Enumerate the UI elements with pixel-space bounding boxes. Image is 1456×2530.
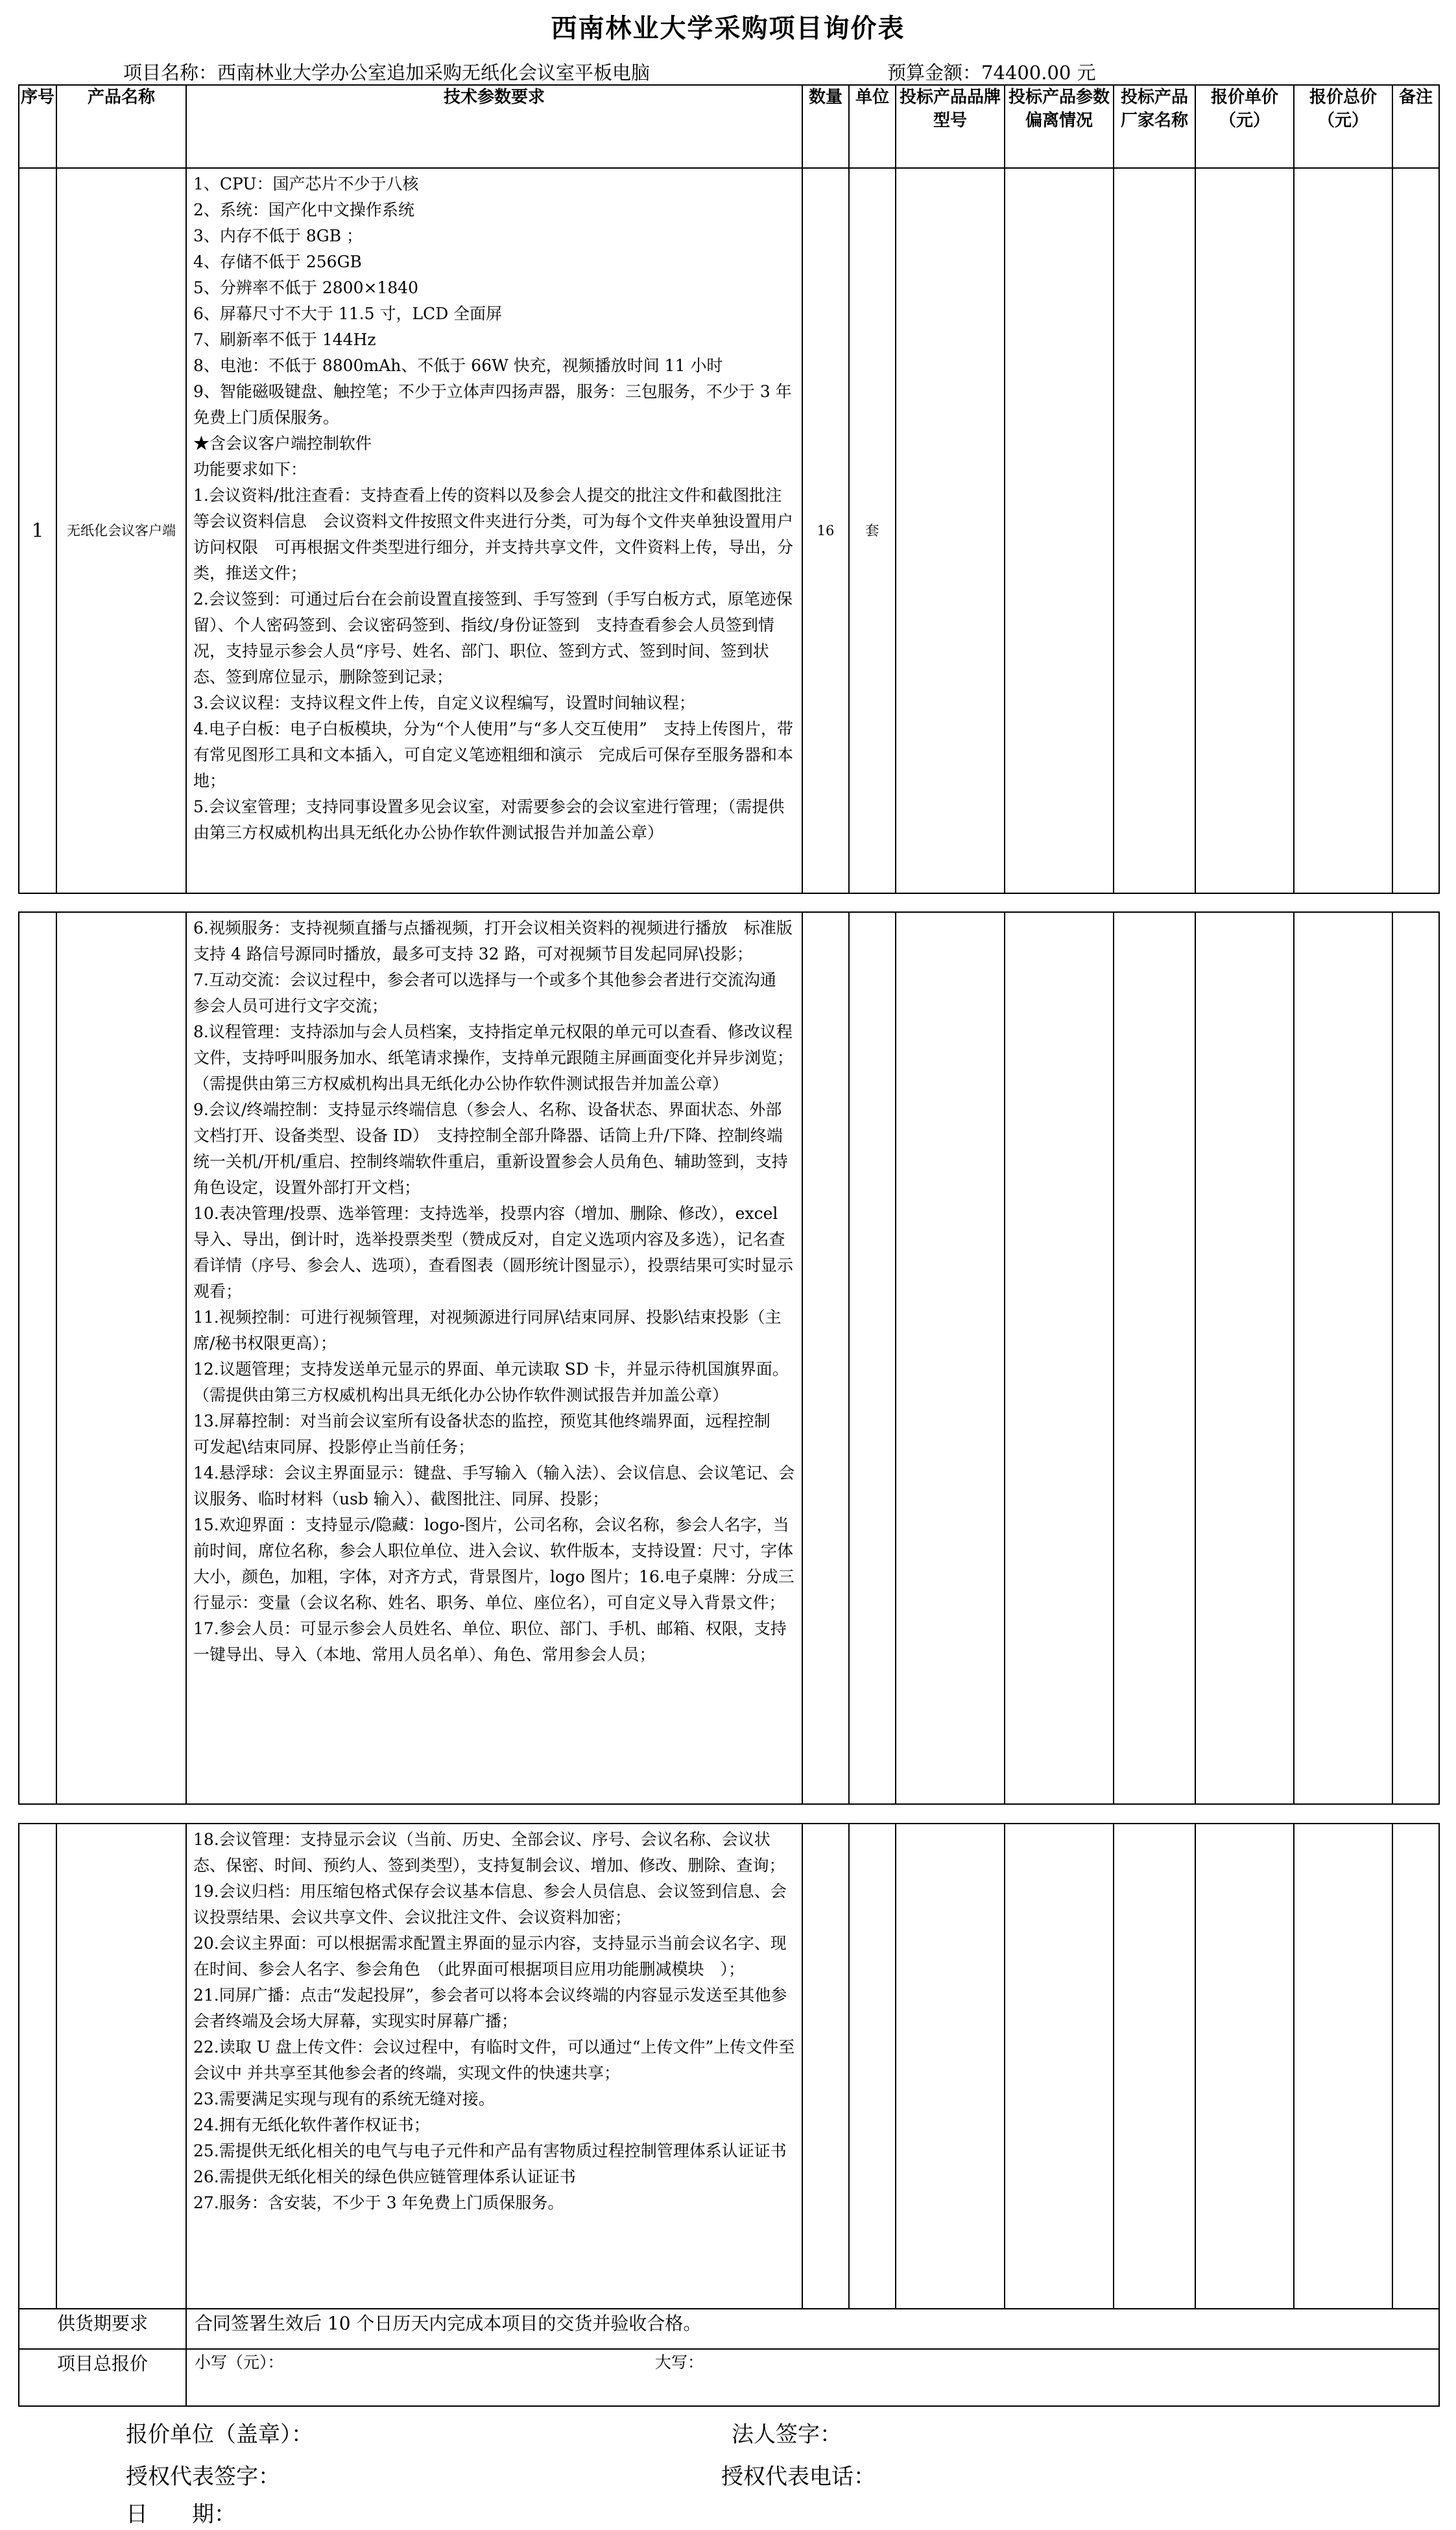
total-quote-big: 大写：	[655, 2353, 704, 2372]
brand-cell[interactable]	[896, 168, 1005, 893]
spec-line: 3、内存不低于 8GB ；	[193, 226, 363, 245]
spec-line: 1.会议资料/批注查看：支持查看上传的资料以及参会人提交的批注文件和截图批注等会议资料信息 会议资料文件按照文件夹进行分类，可为每个文件夹单独设置用户访问权限 可再根据文件类型进行细分，并支持共享文件，文件资料上传，导出，分类，推送文件；	[193, 486, 794, 583]
header-unit: 单位	[849, 85, 896, 168]
header-brand: 投标产品品牌型号	[896, 85, 1005, 168]
quote-table-page-1	[18, 84, 1440, 894]
spec-line: 7.互动交流：会议过程中，参会者可以选择与一个或多个其他参会者进行交流沟通 参会人员可进行文字交流；	[193, 970, 793, 1015]
header-remark: 备注	[1392, 85, 1439, 168]
spec-line: 3.会议议程：支持议程文件上传，自定义议程编写，设置时间轴议程；	[193, 693, 695, 712]
delivery-label: 供货期要求	[19, 2309, 186, 2349]
product-cell	[56, 912, 186, 1804]
maker-cell[interactable]	[1114, 168, 1195, 893]
spec-line: 4.电子白板：电子白板模块，分为“个人使用”与“多人交互使用” 支持上传图片，带有常见图形工具和文本插入，可自定义笔迹粗细和演示 完成后可保存至服务器和本地；	[193, 719, 794, 790]
brand-cell[interactable]	[896, 1824, 1005, 2309]
spec-line: ★含会议客户端控制软件	[193, 434, 372, 453]
signature-date: 日 期：	[126, 2501, 236, 2527]
spec-line: 26.需提供无纸化相关的绿色供应链管理体系认证证书	[193, 2167, 576, 2186]
spec-line: 18.会议管理：支持显示会议（当前、历史、全部会议、序号、会议名称、会议状态、保密、时间、预约人、签到类型），支持复制会议、增加、修改、删除、查询；	[193, 1830, 785, 1875]
spec-line: 6.视频服务：支持视频直播与点播视频，打开会议相关资料的视频进行播放 标准版支持 4 路信号源同时播放，最多可支持 32 路，可对视频节目发起同屏\投影；	[193, 919, 793, 963]
quote-table-page-3	[18, 1823, 1440, 2407]
total-quote-small: 小写（元）：	[195, 2353, 284, 2372]
total-quote-field[interactable]	[186, 2349, 1439, 2406]
project-name: 项目名称：西南林业大学办公室追加采购无纸化会议室平板电脑	[123, 62, 650, 84]
spec-line: 15.欢迎界面 ：支持显示/隐藏：logo-图片，公司名称，会议名称，参会人名字，当前时间，席位名称，参会人职位单位、进入会议、软件版本，支持设置：尺寸，字体大小，颜色，加粗，字体，对齐方式，背景图片，logo 图片；16.电子桌牌：分成三行显示：变量（会议名称、姓名、职务、单位、座位名），可自定义导入背景文件；	[193, 1515, 794, 1612]
spec-line: 25.需提供无纸化相关的电气与电子元件和产品有害物质过程控制管理体系认证证书	[193, 2141, 787, 2160]
total-price-cell[interactable]	[1294, 1824, 1392, 2309]
product-cell	[56, 1824, 186, 2309]
spec-line: 功能要求如下：	[193, 460, 307, 479]
tech-spec-page-3	[186, 1824, 802, 2309]
deviation-cell[interactable]	[1005, 168, 1114, 893]
total-price-cell[interactable]	[1294, 912, 1392, 1804]
spec-line: 11.视频控制：可进行视频管理，对视频源进行同屏\结束同屏、投影\结束投影（主席/秘书权限更高）；	[193, 1308, 782, 1353]
header-product: 产品名称	[56, 85, 186, 168]
qty-cell	[802, 912, 849, 1804]
spec-line: 9.会议/终端控制：支持显示终端信息（参会人、名称、设备状态、界面状态、外部文档打开、设备类型、设备 ID） 支持控制全部升降器、话筒上升/下降、控制终端统一关机/开机/重启、控制终端软件重启，重新设置参会人员角色、辅助签到，支持角色设定，设置外部打开文档；	[193, 1100, 788, 1197]
spec-line: 17.参会人员：可显示参会人员姓名、单位、职位、部门、手机、邮箱、权限，支持一键导出、导入（本地、常用人员名单）、角色、常用参会人员；	[193, 1619, 787, 1664]
spec-line: 14.悬浮球：会议主界面显示：键盘、手写输入（输入法）、会议信息、会议笔记、会议服务、临时材料（usb 输入）、截图批注、同屏、投影；	[193, 1464, 795, 1508]
quote-table-page-2	[18, 911, 1440, 1805]
spec-line: 21.同屏广播：点击“发起投屏”，参会者可以将本会议终端的内容显示发送至其他参会者终端及会场大屏幕，实现实时屏幕广播；	[193, 1986, 787, 2030]
document-title: 西南林业大学采购项目询价表	[551, 13, 905, 43]
signature-phone: 授权代表电话：	[721, 2464, 876, 2490]
spec-line: 9、智能磁吸键盘、触控笔；不少于立体声四扬声器，服务：三包服务，不少于 3 年免费上门质保服务。	[193, 382, 792, 427]
signature-unit: 报价单位（盖章）：	[126, 2422, 313, 2448]
header-seq: 序号	[19, 85, 56, 168]
header-maker: 投标产品厂家名称	[1114, 85, 1195, 168]
tech-spec-page-2	[186, 912, 802, 1804]
unit-cell	[849, 912, 896, 1804]
spec-line: 5.会议室管理；支持同事设置多见会议室，对需要参会的会议室进行管理；（需提供由第三方权威机构出具无纸化办公协作软件测试报告并加盖公章）	[193, 797, 785, 842]
row-unit: 套	[849, 168, 896, 893]
signature-legal: 法人签字：	[732, 2422, 842, 2448]
budget-amount: 预算金额：74400.00 元	[887, 62, 1096, 84]
deviation-cell[interactable]	[1005, 1824, 1114, 2309]
remark-cell[interactable]	[1392, 1824, 1439, 2309]
row-qty: 16	[802, 168, 849, 893]
signature-rep: 授权代表签字：	[126, 2464, 280, 2490]
unit-price-cell[interactable]	[1195, 912, 1294, 1804]
row-seq: 1	[19, 168, 56, 893]
maker-cell[interactable]	[1114, 1824, 1195, 2309]
total-quote-label: 项目总报价	[19, 2349, 186, 2406]
spec-line: 4、存储不低于 256GB	[193, 252, 362, 271]
maker-cell[interactable]	[1114, 912, 1195, 1804]
spec-line: 13.屏幕控制：对当前会议室所有设备状态的监控，预览其他终端界面，远程控制 可发起\结束同屏、投影停止当前任务；	[193, 1412, 787, 1456]
spec-line: 2、系统：国产化中文操作系统	[193, 200, 414, 219]
header-deviation: 投标产品参数偏离情况	[1005, 85, 1114, 168]
spec-line: 1、CPU：国产芯片不少于八核	[193, 175, 419, 193]
spec-line: 6、屏幕尺寸不大于 11.5 寸，LCD 全面屏	[193, 304, 503, 323]
spec-line: 22.读取 U 盘上传文件：会议过程中，有临时文件，可以通过“上传文件”上传文件至会议中 并共享至其他参会者的终端，实现文件的快速共享；	[193, 2038, 795, 2082]
spec-line: 19.会议归档：用压缩包格式保存会议基本信息、参会人员信息、会议签到信息、会议投票结果、会议共享文件、会议批注文件、会议资料加密；	[193, 1882, 787, 1927]
qty-cell	[802, 1824, 849, 2309]
header-total-price: 报价总价（元）	[1294, 85, 1392, 168]
deviation-cell[interactable]	[1005, 912, 1114, 1804]
spec-line: 20.会议主界面：可以根据需求配置主界面的显示内容，支持显示当前会议名字、现在时间、参会人名字、参会角色 （此界面可根据项目应用功能删减模块 ）；	[193, 1934, 787, 1979]
spec-line: 27.服务：含安装，不少于 3 年免费上门质保服务。	[193, 2193, 564, 2212]
spec-line: 24.拥有无纸化软件著作权证书；	[193, 2115, 430, 2134]
spec-line: 12.议题管理；支持发送单元显示的界面、单元读取 SD 卡，并显示待机国旗界面。（需提供由第三方权威机构出具无纸化办公协作软件测试报告并加盖公章）	[193, 1360, 789, 1404]
unit-price-cell[interactable]	[1195, 1824, 1294, 2309]
spec-line: 10.表决管理/投票、选举管理：支持选举，投票内容（增加、删除、修改），excel 导入、导出，倒计时，选举投票类型（赞成反对，自定义选项内容及多选），记名查看详情（序号、参会人、选项），查看图表（圆形统计图显示），投票结果可实时显示观看；	[193, 1204, 794, 1301]
spec-line: 8.议程管理：支持添加与会人员档案，支持指定单元权限的单元可以查看、修改议程文件，支持呼叫服务加水、纸笔请求操作，支持单元跟随主屏画面变化并异步浏览；（需提供由第三方权威机构出具无纸化办公协作软件测试报告并加盖公章）	[193, 1022, 794, 1093]
spec-line: 23.需要满足实现与现有的系统无缝对接。	[193, 2090, 495, 2108]
header-qty: 数量	[802, 85, 849, 168]
total-price-cell[interactable]	[1294, 168, 1392, 893]
tech-spec-page-1	[186, 168, 802, 893]
seq-cell	[19, 912, 56, 1804]
unit-price-cell[interactable]	[1195, 168, 1294, 893]
seq-cell	[19, 1824, 56, 2309]
delivery-text: 合同签署生效后 10 个日历天内完成本项目的交货并验收合格。	[186, 2309, 1439, 2349]
spec-line: 8、电池：不低于 8800mAh、不低于 66W 快充，视频播放时间 11 小时	[193, 356, 723, 375]
brand-cell[interactable]	[896, 912, 1005, 1804]
remark-cell[interactable]	[1392, 912, 1439, 1804]
row-product: 无纸化会议客户端	[56, 168, 186, 893]
header-tech: 技术参数要求	[186, 85, 802, 168]
header-unit-price: 报价单价（元）	[1195, 85, 1294, 168]
unit-cell	[849, 1824, 896, 2309]
spec-line: 2.会议签到：可通过后台在会前设置直接签到、手写签到（手写白板方式，原笔迹保留）、个人密码签到、会议密码签到、指纹/身份证签到 支持查看参会人员签到情况，支持显示参会人员“序号、姓名、部门、职位、签到方式、签到时间、签到状态、签到席位显示，删除签到记录；	[193, 590, 793, 686]
spec-line: 7、刷新率不低于 144Hz	[193, 330, 376, 349]
remark-cell[interactable]	[1392, 168, 1439, 893]
spec-line: 5、分辨率不低于 2800×1840	[193, 278, 419, 297]
